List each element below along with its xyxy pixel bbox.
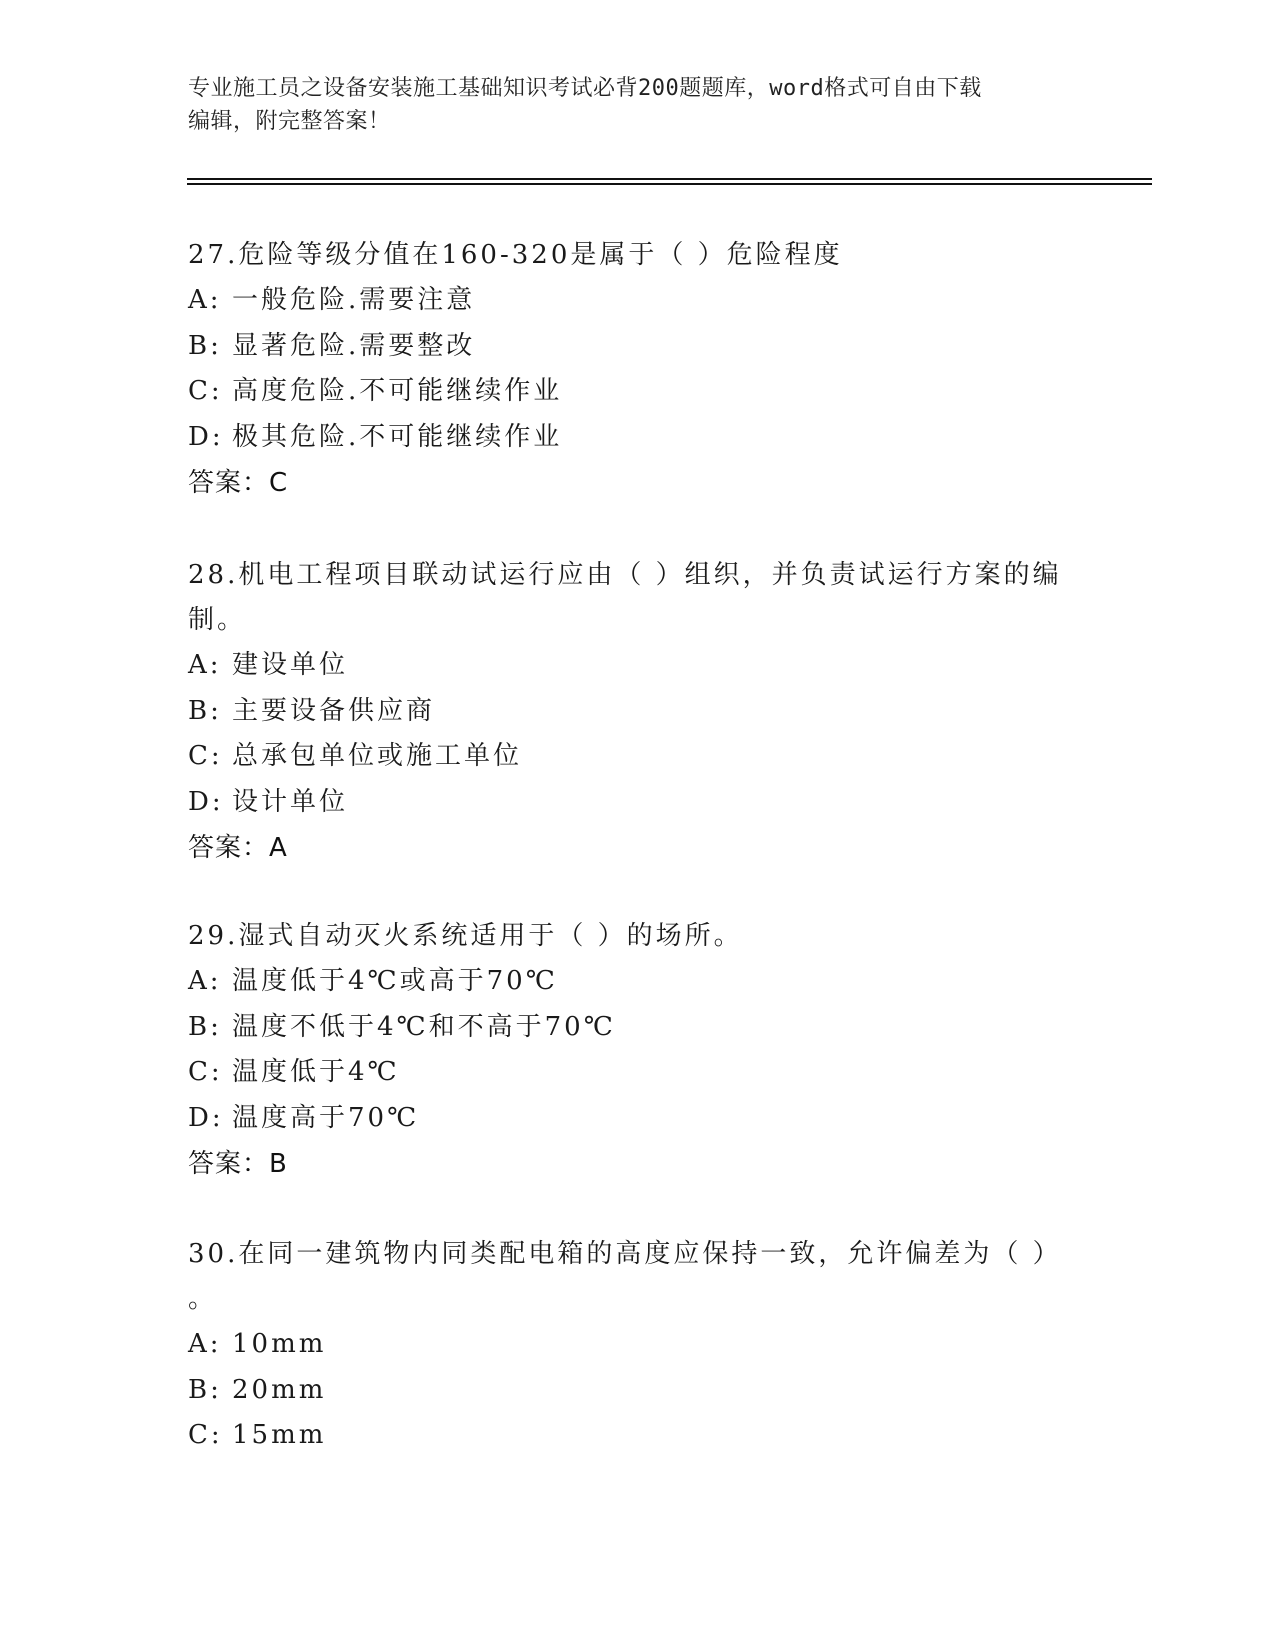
header-title-line-1: 专业施工员之设备安装施工基础知识考试必背200题题库，word格式可自由下载 [188,76,982,101]
option-text: 总承包单位或施工单位 [232,741,523,771]
question-stem-continuation: 制。 [188,605,247,635]
option-d [188,1096,1088,1142]
question-28 [188,553,1088,871]
option-key: B: [188,330,222,361]
option-text: 主要设备供应商 [232,695,436,726]
option-b [188,1368,1088,1414]
answer: 答案：B [188,1149,288,1179]
option-key: B: [188,1374,222,1405]
option-key: A: [188,285,222,315]
option-text: 10mm [232,1329,327,1359]
document-header [188,72,1088,138]
option-d [188,415,1088,461]
option-b [188,689,1088,735]
option-key: A: [188,650,222,680]
question-29 [188,914,1088,1187]
option-c [188,1050,1088,1096]
header-divider-bottom [187,183,1152,185]
option-key: B: [188,695,222,726]
header-title-line-2: 编辑，附完整答案！ [188,109,391,134]
option-b [188,324,1088,370]
option-c [188,734,1088,780]
option-text: 建设单位 [232,650,349,680]
option-text: 20mm [232,1374,327,1405]
answer: 答案：A [188,833,288,863]
option-key: C: [188,1420,223,1450]
option-key: A: [188,1329,222,1359]
question-stem: 27.危险等级分值在160-320是属于（ ）危险程度 [188,240,843,270]
option-key: A: [188,966,222,996]
option-text: 设计单位 [232,786,349,817]
question-stem-continuation: 。 [188,1284,218,1314]
option-text: 显著危险.需要整改 [232,330,476,361]
option-text: 温度低于4℃ [232,1057,400,1087]
answer: 答案：C [188,468,289,498]
option-d [188,780,1088,826]
option-a [188,1322,1088,1368]
option-a [188,278,1088,324]
option-text: 高度危险.不可能继续作业 [232,376,563,406]
option-text: 温度高于70℃ [232,1102,420,1133]
option-text: 温度低于4℃或高于70℃ [232,966,558,996]
question-27 [188,233,1088,506]
option-key: B: [188,1011,222,1042]
option-key: D: [188,421,224,452]
option-text: 15mm [232,1420,327,1450]
option-key: C: [188,741,223,771]
question-30 [188,1232,1088,1459]
option-key: C: [188,376,223,406]
question-stem: 29.湿式自动灭火系统适用于（ ）的场所。 [188,921,743,951]
option-text: 温度不低于4℃和不高于70℃ [232,1011,616,1042]
option-a [188,643,1088,689]
option-c [188,1413,1088,1459]
question-stem: 30.在同一建筑物内同类配电箱的高度应保持一致，允许偏差为（ ） [188,1239,1062,1269]
option-text: 一般危险.需要注意 [232,285,476,315]
header-divider-top [187,178,1152,180]
option-key: D: [188,1102,224,1133]
option-b [188,1005,1088,1051]
question-stem: 28.机电工程项目联动试运行应由（ ）组织，并负责试运行方案的编 [188,560,1062,590]
option-key: D: [188,786,224,817]
option-text: 极其危险.不可能继续作业 [232,421,563,452]
option-key: C: [188,1057,223,1087]
option-c [188,369,1088,415]
option-a [188,959,1088,1005]
